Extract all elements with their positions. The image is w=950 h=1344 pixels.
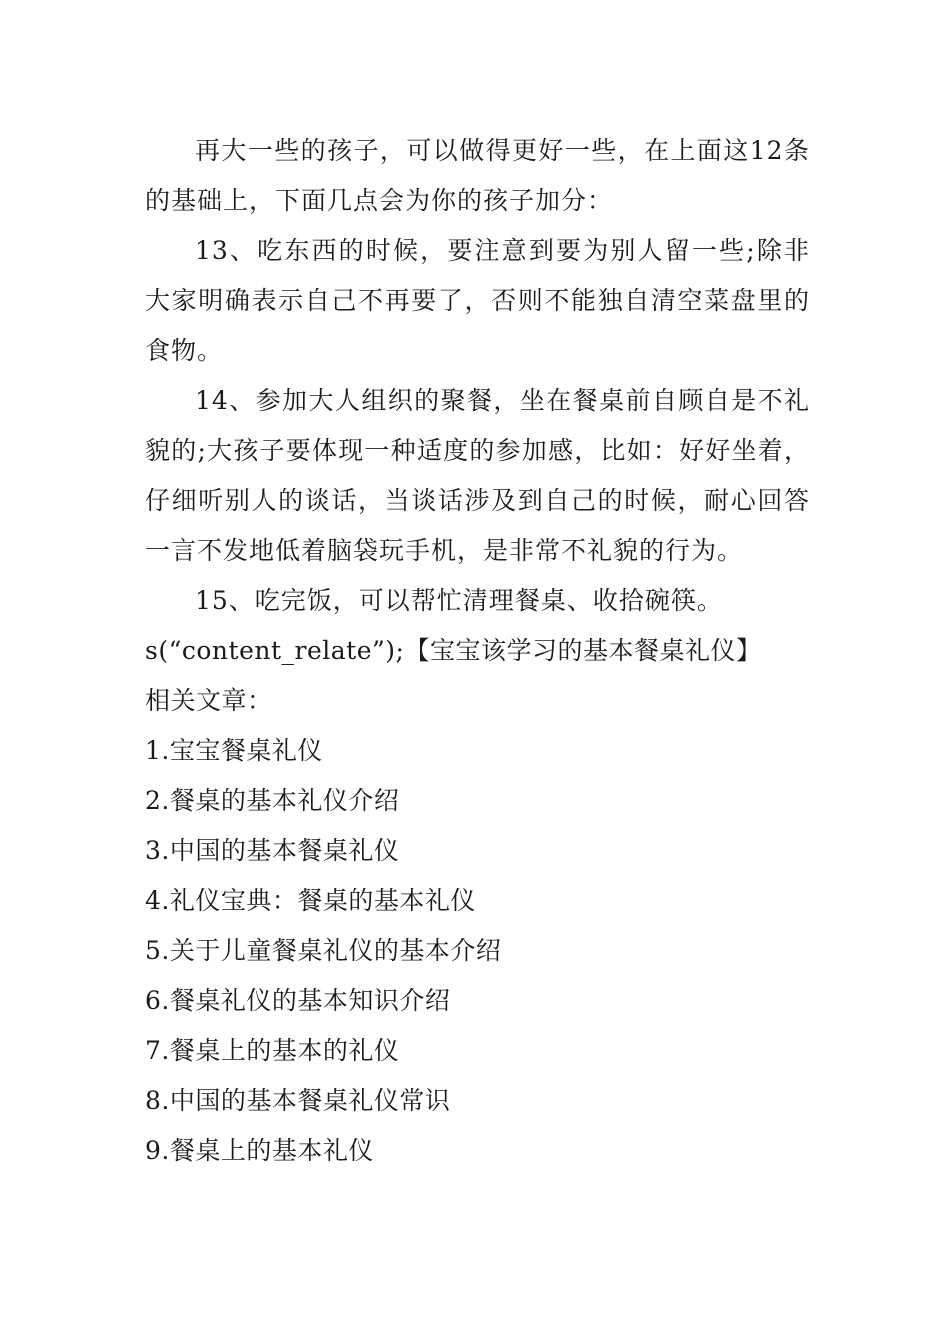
paragraph-rule-13: 13、吃东西的时候，要注意到要为别人留一些;除非大家明确表示自己不再要了，否则不能独自清空菜盘里的食物。	[145, 236, 810, 365]
related-article-link[interactable]: 5.关于儿童餐桌礼仪的基本介绍	[145, 936, 502, 965]
related-article-link[interactable]: 4.礼仪宝典：餐桌的基本礼仪	[145, 886, 476, 915]
content-relate-line: s(“content_relate”);【宝宝该学习的基本餐桌礼仪】	[145, 636, 762, 665]
related-article-link[interactable]: 2.餐桌的基本礼仪介绍	[145, 786, 400, 815]
related-article-link[interactable]: 8.中国的基本餐桌礼仪常识	[145, 1086, 451, 1115]
related-article-link[interactable]: 7.餐桌上的基本的礼仪	[145, 1036, 400, 1065]
related-article-link[interactable]: 9.餐桌上的基本礼仪	[145, 1136, 374, 1165]
related-articles-list	[145, 726, 810, 1176]
related-article-link[interactable]: 6.餐桌礼仪的基本知识介绍	[145, 986, 451, 1015]
paragraph-rule-15: 15、吃完饭，可以帮忙清理餐桌、收拾碗筷。	[195, 586, 723, 615]
document-body	[145, 126, 810, 1176]
related-article-link[interactable]: 3.中国的基本餐桌礼仪	[145, 836, 400, 865]
related-articles-heading: 相关文章：	[145, 686, 273, 715]
related-article-link[interactable]: 1.宝宝餐桌礼仪	[145, 736, 323, 765]
paragraph-rule-14: 14、参加大人组织的聚餐，坐在餐桌前自顾自是不礼貌的;大孩子要体现一种适度的参加感，比如：好好坐着，仔细听别人的谈话，当谈话涉及到自己的时候，耐心回答一言不发地低着脑袋玩手机，是非常不礼貌的行为。	[145, 386, 810, 565]
paragraph-intro: 再大一些的孩子，可以做得更好一些，在上面这12条的基础上，下面几点会为你的孩子加分：	[145, 136, 810, 215]
